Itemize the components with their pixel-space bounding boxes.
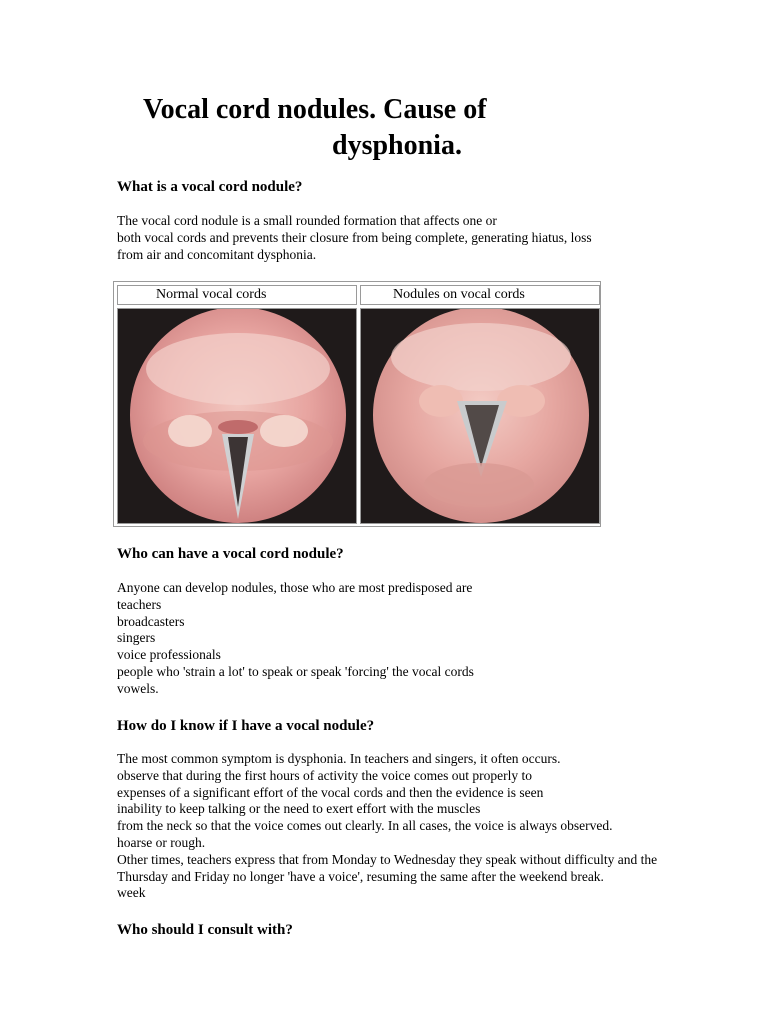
text-line: both vocal cords and prevents their closure from being complete, generating hiatus, loss (117, 229, 592, 245)
table-header-nodules-label: Nodules on vocal cords (393, 287, 525, 302)
text-line: broadcasters (117, 613, 185, 629)
page-title-line-1: Vocal cord nodules. Cause of (143, 94, 487, 125)
heading-who: Who can have a vocal cord nodule? (117, 546, 344, 562)
text-line: voice professionals (117, 647, 221, 663)
text-line: expenses of a significant effort of the vocal cords and then the evidence is seen (117, 784, 544, 800)
heading-how: How do I know if I have a vocal nodule? (117, 718, 375, 734)
table-header-normal (117, 285, 357, 305)
text-line: The vocal cord nodule is a small rounded formation that affects one or (117, 213, 497, 228)
text-line: Other times, teachers express that from Monday to Wednesday they speak without difficulty and the (117, 851, 658, 867)
normal-vocal-cords-illustration (118, 309, 356, 523)
text-line: week (117, 885, 146, 901)
text-line: Anyone can develop nodules, those who are most predisposed are (117, 580, 473, 595)
text-line: from the neck so that the voice comes out clearly. In all cases, the voice is always observed. (117, 818, 613, 834)
comparison-table (113, 281, 601, 527)
table-header-nodules (360, 285, 600, 305)
text-line: The most common symptom is dysphonia. In teachers and singers, it often occurs. (117, 751, 561, 766)
paragraph-how (117, 751, 657, 902)
text-line: teachers (117, 596, 162, 612)
paragraph-who (117, 580, 474, 698)
image-normal-vocal-cords (117, 308, 357, 524)
text-line: vowels. (117, 680, 159, 696)
text-line: singers (117, 630, 156, 646)
text-line: hoarse or rough. (117, 834, 206, 850)
table-header-normal-label: Normal vocal cords (156, 287, 267, 302)
paragraph-what (117, 213, 592, 263)
text-line: Thursday and Friday no longer 'have a voice', resuming the same after the weekend break. (117, 868, 604, 884)
image-nodules-vocal-cords (360, 308, 600, 524)
text-line: from air and concomitant dysphonia. (117, 246, 317, 262)
text-line: people who 'strain a lot' to speak or speak 'forcing' the vocal cords (117, 663, 474, 679)
heading-what: What is a vocal cord nodule? (117, 179, 303, 195)
text-line: observe that during the first hours of activity the voice comes out properly to (117, 767, 533, 783)
nodules-vocal-cords-illustration (361, 309, 599, 523)
text-line: inability to keep talking or the need to exert effort with the muscles (117, 801, 481, 817)
page-title-line-2: dysphonia. (332, 130, 462, 161)
heading-consult: Who should I consult with? (117, 922, 293, 938)
